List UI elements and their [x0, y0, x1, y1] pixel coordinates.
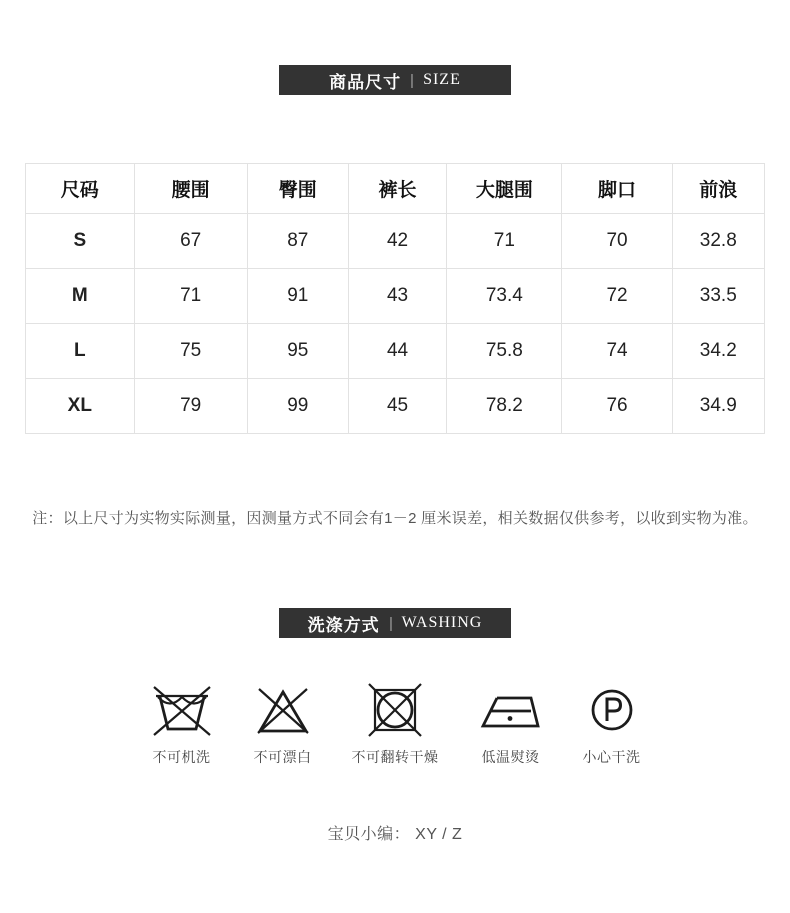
measurement-cell: 70: [562, 214, 672, 269]
col-header-leg-opening: 脚口: [562, 164, 672, 214]
measurement-cell: 67: [134, 214, 247, 269]
measurement-cell: 91: [247, 269, 348, 324]
care-item-gentle-dry-clean: [583, 682, 641, 767]
size-section-title-en: SIZE: [423, 71, 461, 88]
measurement-cell: 32.8: [672, 214, 764, 269]
size-table-container: [25, 163, 765, 434]
table-row-l: [26, 324, 765, 379]
table-row-m: [26, 269, 765, 324]
col-header-thigh: 大腿围: [447, 164, 562, 214]
measurement-cell: 75: [134, 324, 247, 379]
measurement-cell: 43: [348, 269, 446, 324]
col-header-size: 尺码: [26, 164, 135, 214]
size-section-header: [279, 65, 511, 95]
size-cell: L: [26, 324, 135, 379]
size-section-title-zh: 商品尺寸: [329, 72, 402, 92]
care-label: 不可机洗: [152, 749, 211, 765]
measurement-cell: 72: [562, 269, 672, 324]
care-icons-row: [0, 682, 790, 767]
care-label: 小心干洗: [582, 749, 641, 765]
measurement-note: 注：以上尺寸为实物实际测量，因测量方式不同会有1－2 厘米误差，相关数据仅供参考，以收到实物为准。: [32, 510, 758, 527]
measurement-cell: 33.5: [672, 269, 764, 324]
measurement-cell: 87: [247, 214, 348, 269]
care-item-no-machine-wash: [150, 682, 214, 767]
measurement-cell: 76: [562, 379, 672, 434]
col-header-pants-length: 裤长: [348, 164, 446, 214]
low-temp-iron-icon: [476, 682, 546, 740]
measurement-cell: 95: [247, 324, 348, 379]
measurement-cell: 73.4: [447, 269, 562, 324]
size-cell: S: [26, 214, 135, 269]
care-item-low-temp-iron: [476, 682, 546, 767]
measurement-cell: 78.2: [447, 379, 562, 434]
care-label: 不可漂白: [253, 749, 312, 765]
editor-credit: [0, 821, 790, 844]
measurement-cell: 79: [134, 379, 247, 434]
editor-credit-value: XY / Z: [415, 826, 463, 843]
table-row-xl: [26, 379, 765, 434]
measurement-cell: 75.8: [447, 324, 562, 379]
no-bleach-icon: [251, 682, 315, 740]
col-header-front-rise: 前浪: [672, 164, 764, 214]
care-item-no-tumble-dry: [352, 682, 439, 767]
col-header-hip: 臀围: [247, 164, 348, 214]
title-divider: |: [389, 614, 392, 632]
no-machine-wash-icon: [150, 682, 214, 740]
title-divider: |: [410, 71, 414, 89]
measurement-cell: 99: [247, 379, 348, 434]
measurement-cell: 71: [447, 214, 562, 269]
measurement-cell: 34.9: [672, 379, 764, 434]
table-row-s: [26, 214, 765, 269]
washing-section-title-zh: 洗涤方式: [307, 615, 380, 635]
size-cell: M: [26, 269, 135, 324]
col-header-waist: 腰围: [134, 164, 247, 214]
measurement-cell: 45: [348, 379, 446, 434]
table-header-row: [26, 164, 765, 214]
editor-credit-label: 宝贝小编：: [327, 826, 411, 843]
measurement-cell: 71: [134, 269, 247, 324]
care-item-no-bleach: [251, 682, 315, 767]
no-tumble-dry-icon: [363, 682, 427, 740]
washing-section-header: [279, 608, 511, 638]
measurement-cell: 34.2: [672, 324, 764, 379]
measurement-cell: 44: [348, 324, 446, 379]
measurement-cell: 42: [348, 214, 446, 269]
measurement-cell: 74: [562, 324, 672, 379]
gentle-dry-clean-icon: [587, 682, 637, 740]
washing-section-title-en: WASHING: [401, 614, 483, 631]
care-label: 不可翻转干燥: [351, 749, 439, 765]
care-label: 低温熨烫: [481, 749, 540, 765]
size-table: [25, 163, 765, 434]
size-cell: XL: [26, 379, 135, 434]
